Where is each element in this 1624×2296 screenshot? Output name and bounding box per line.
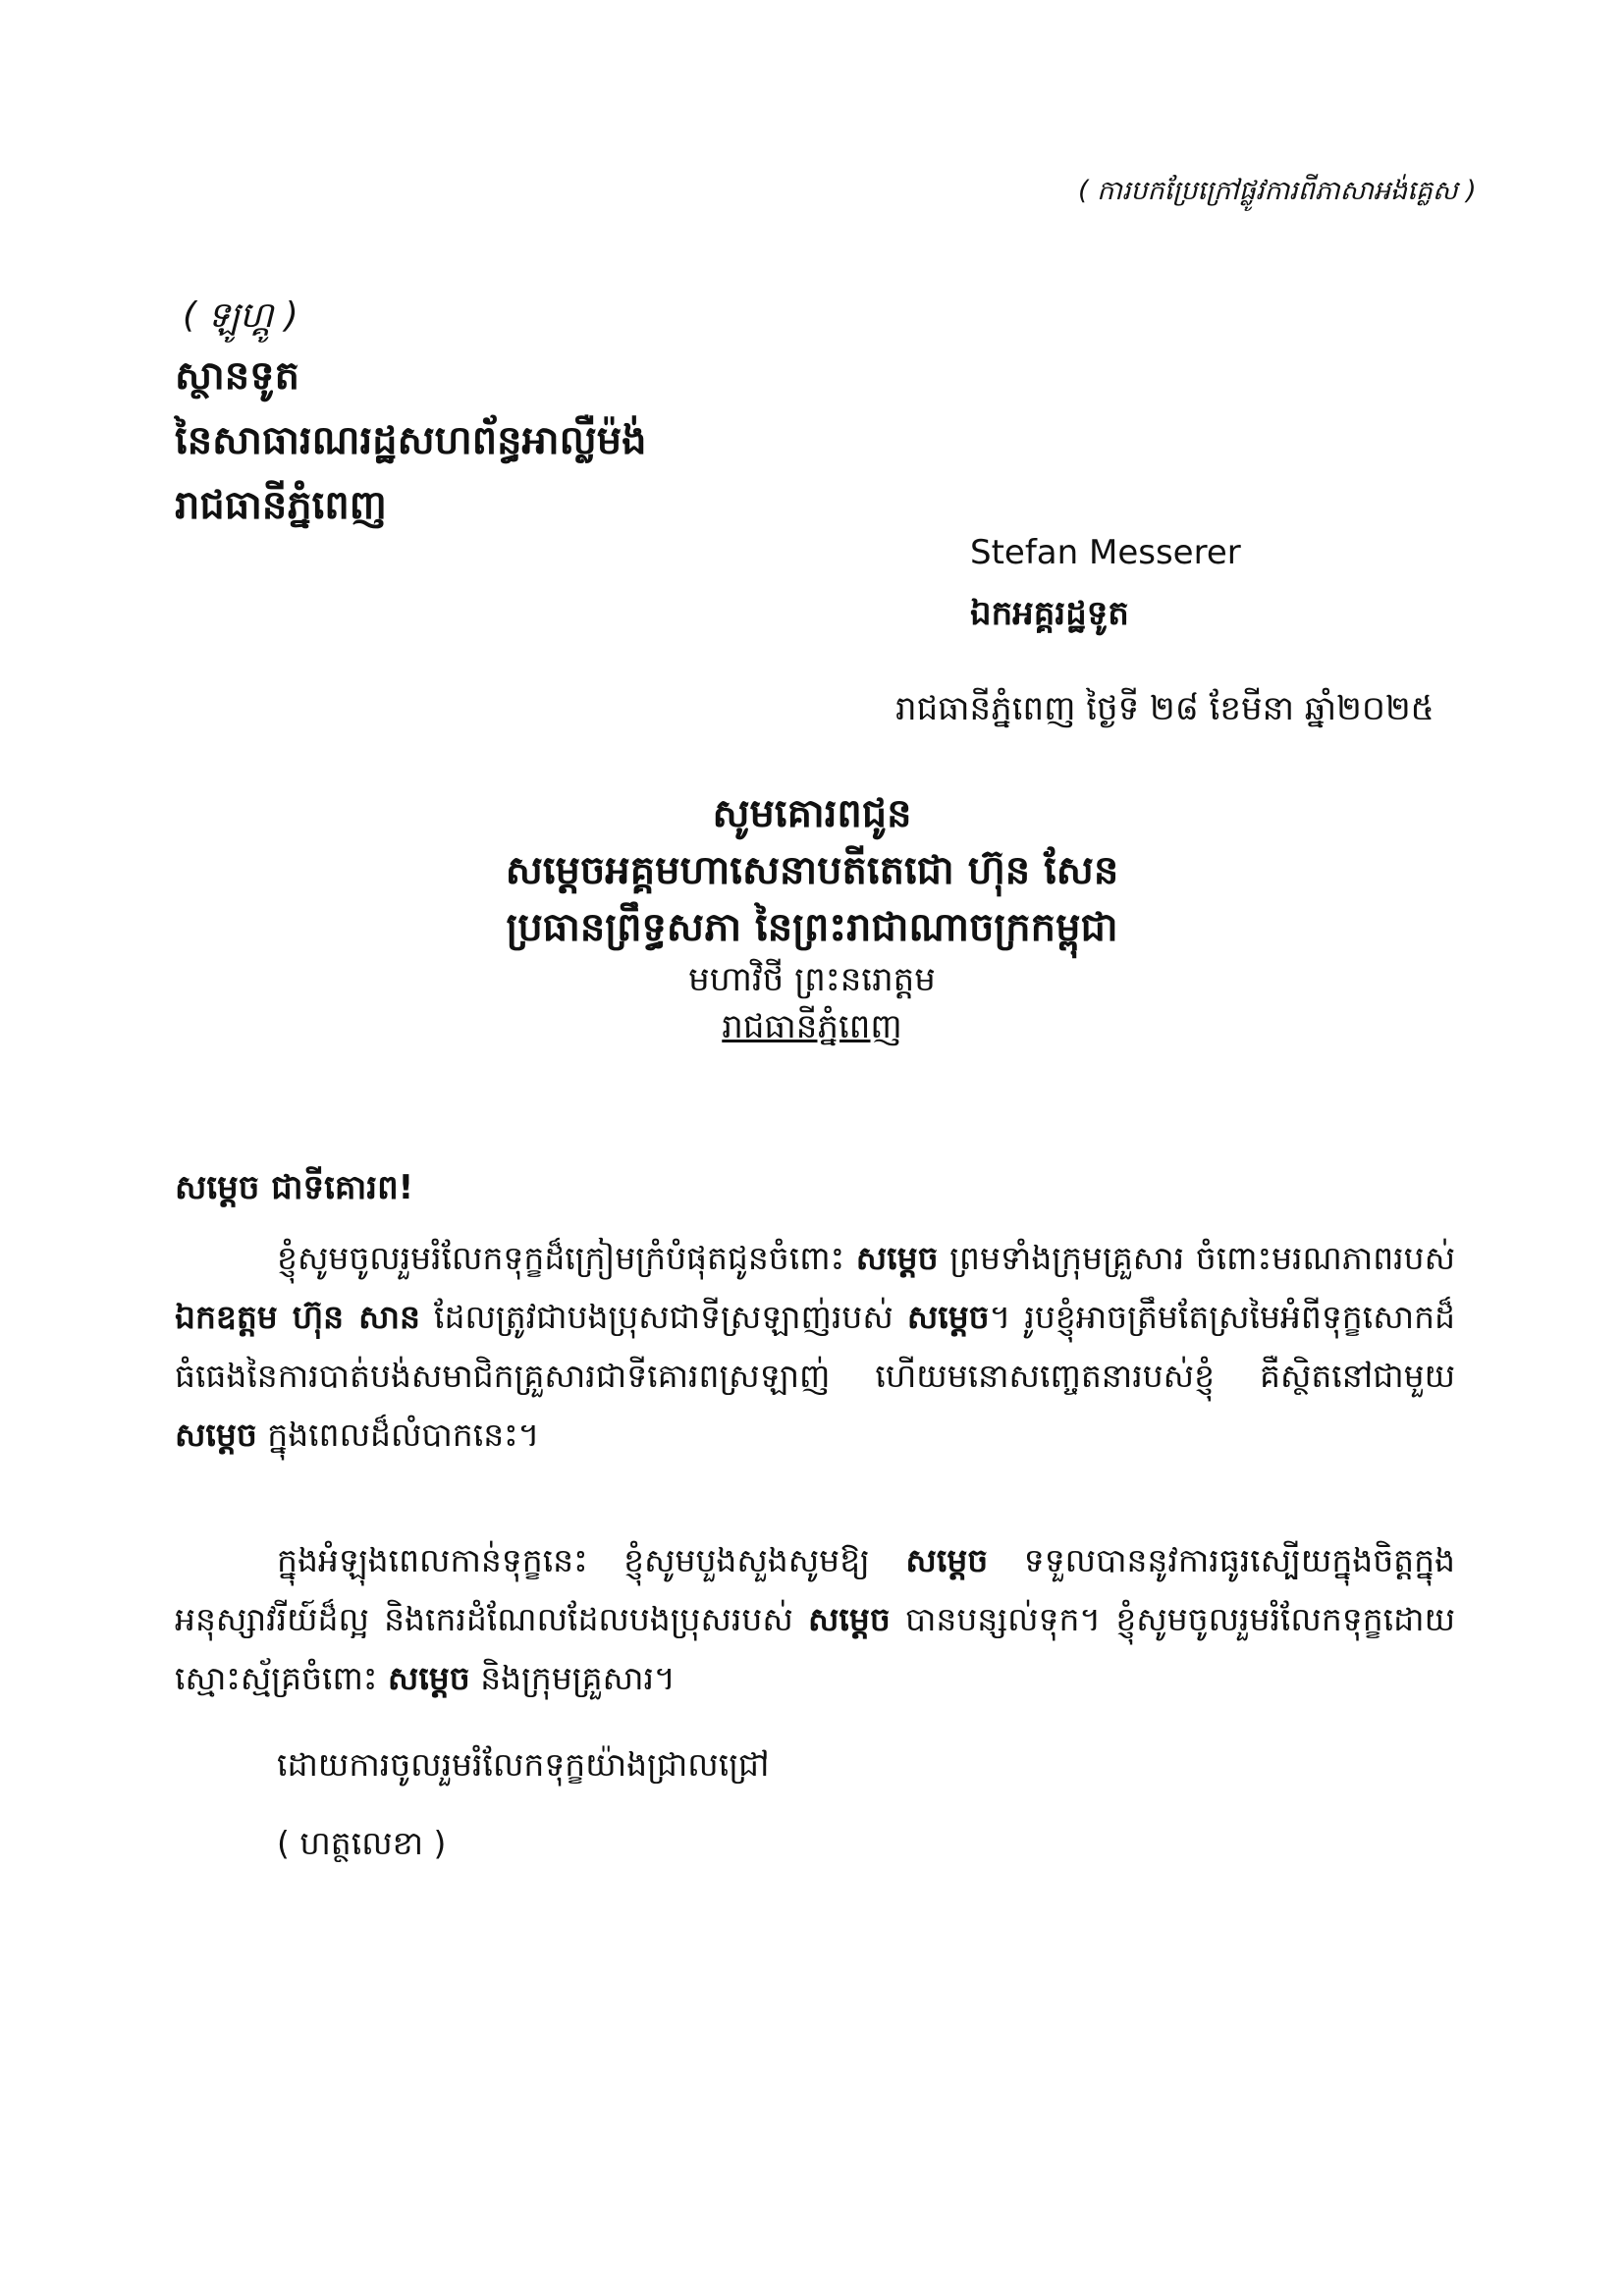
recipient-block: [0, 785, 1624, 1050]
recipient-greeting: សូមគោរពជូន: [712, 791, 912, 836]
closing-phrase: ដោយការចូលរួមរំលែកទុក្ខយ៉ាងជ្រាលជ្រៅ: [277, 1745, 770, 1784]
signatory-title: ឯកអគ្គរដ្ឋទូត: [970, 594, 1129, 633]
body-paragraph-2: [175, 1531, 1455, 1708]
para2-text: ក្នុងអំឡុងពេលកាន់ទុក្ខនេះ ខ្ញុំសូមបួងសួងសូមឱ្យ: [277, 1541, 906, 1579]
signatory-block: [970, 522, 1241, 644]
para2-text: ទទួលបាននូវការធូរស្បើយក្នុងចិត្តក្នុងអនុស្សាវរីយ៍ដ៏ល្អ និងកេរដំណែលដែលបងប្រុសរបស់: [175, 1541, 1455, 1638]
sender-city: រាជធានីភ្នំពេញ: [175, 483, 387, 528]
sender-block: [175, 344, 646, 538]
para1-emph: សម្ដេច: [906, 1298, 990, 1336]
para1-emph: សម្ដេច: [855, 1239, 939, 1277]
recipient-city: រាជធានីភ្នំពេញ: [722, 1007, 902, 1046]
para2-text: និងក្រុមគ្រួសារ។: [469, 1659, 676, 1697]
seal-placeholder: ( ឡូហ្គូ ): [183, 295, 298, 336]
para2-text: បានបន្សល់ទុក។ ខ្ញុំសូមចូលរួមរំលែកទុក្ខដោយស្មោះស្ម័គ្រចំពោះ: [175, 1600, 1455, 1697]
para1-text: ព្រមទាំងក្រុមគ្រួសារ ចំពោះមរណភាពរបស់: [938, 1239, 1455, 1277]
para1-emph: ឯកឧត្តម ហ៊ុន សាន: [175, 1298, 420, 1336]
salutation: សម្ដេច ជាទីគោរព!: [175, 1168, 414, 1207]
sender-embassy: ស្ថានទូត: [175, 353, 299, 399]
para1-text: ដែលត្រូវជាបងប្រុសជាទីស្រឡាញ់របស់: [420, 1298, 907, 1336]
para2-emph: សម្ដេច: [905, 1541, 989, 1579]
para1-text: ខ្ញុំសូមចូលរួមរំលែកទុក្ខដ៏ក្រៀមក្រំបំផុតជូនចំពោះ: [277, 1239, 856, 1277]
translation-note: ( ការបកប្រែក្រៅផ្លូវការពីភាសាអង់គ្លេស ): [1078, 176, 1477, 206]
body-paragraph-1: [175, 1229, 1455, 1465]
recipient-name: សម្ដេចអគ្គមហាសេនាបតីតេជោ ហ៊ុន សែន: [505, 848, 1119, 893]
sender-country: នៃសាធារណរដ្ឋសហព័ន្ធអាល្លឺម៉ង់: [175, 418, 647, 463]
letter-date: រាជធានីភ្នំពេញ ថ្ងៃទី ២៨ ខែមីនា ឆ្នាំ២០២៥: [895, 689, 1435, 728]
recipient-street: មហាវិថី ព្រះនរោត្តម: [688, 960, 936, 999]
signature-placeholder: ( ហត្ថលេខា ): [277, 1824, 447, 1862]
para1-text: ក្នុងពេលដ៏លំបាកនេះ។: [256, 1415, 540, 1454]
para1-text: ។ រូបខ្ញុំអាចត្រឹមតែស្រមៃអំពីទុក្ខសោកដ៏ធំធេងនៃការបាត់បង់សមាជិកគ្រួសារជាទីគោរពស្រឡាញ់ ហើយមនោសញ្ចេតនារបស់ខ្ញុំ គឺស្ថិតនៅជាមួយ: [175, 1298, 1455, 1395]
para2-emph: សម្ដេច: [807, 1600, 891, 1638]
signatory-name: Stefan Messerer: [970, 533, 1241, 572]
recipient-title: ប្រធានព្រឹទ្ធសភា នៃព្រះរាជាណាចក្រកម្ពុជា: [506, 905, 1118, 950]
para2-emph: សម្ដេច: [387, 1659, 470, 1697]
para1-emph: សម្ដេច: [175, 1415, 257, 1454]
